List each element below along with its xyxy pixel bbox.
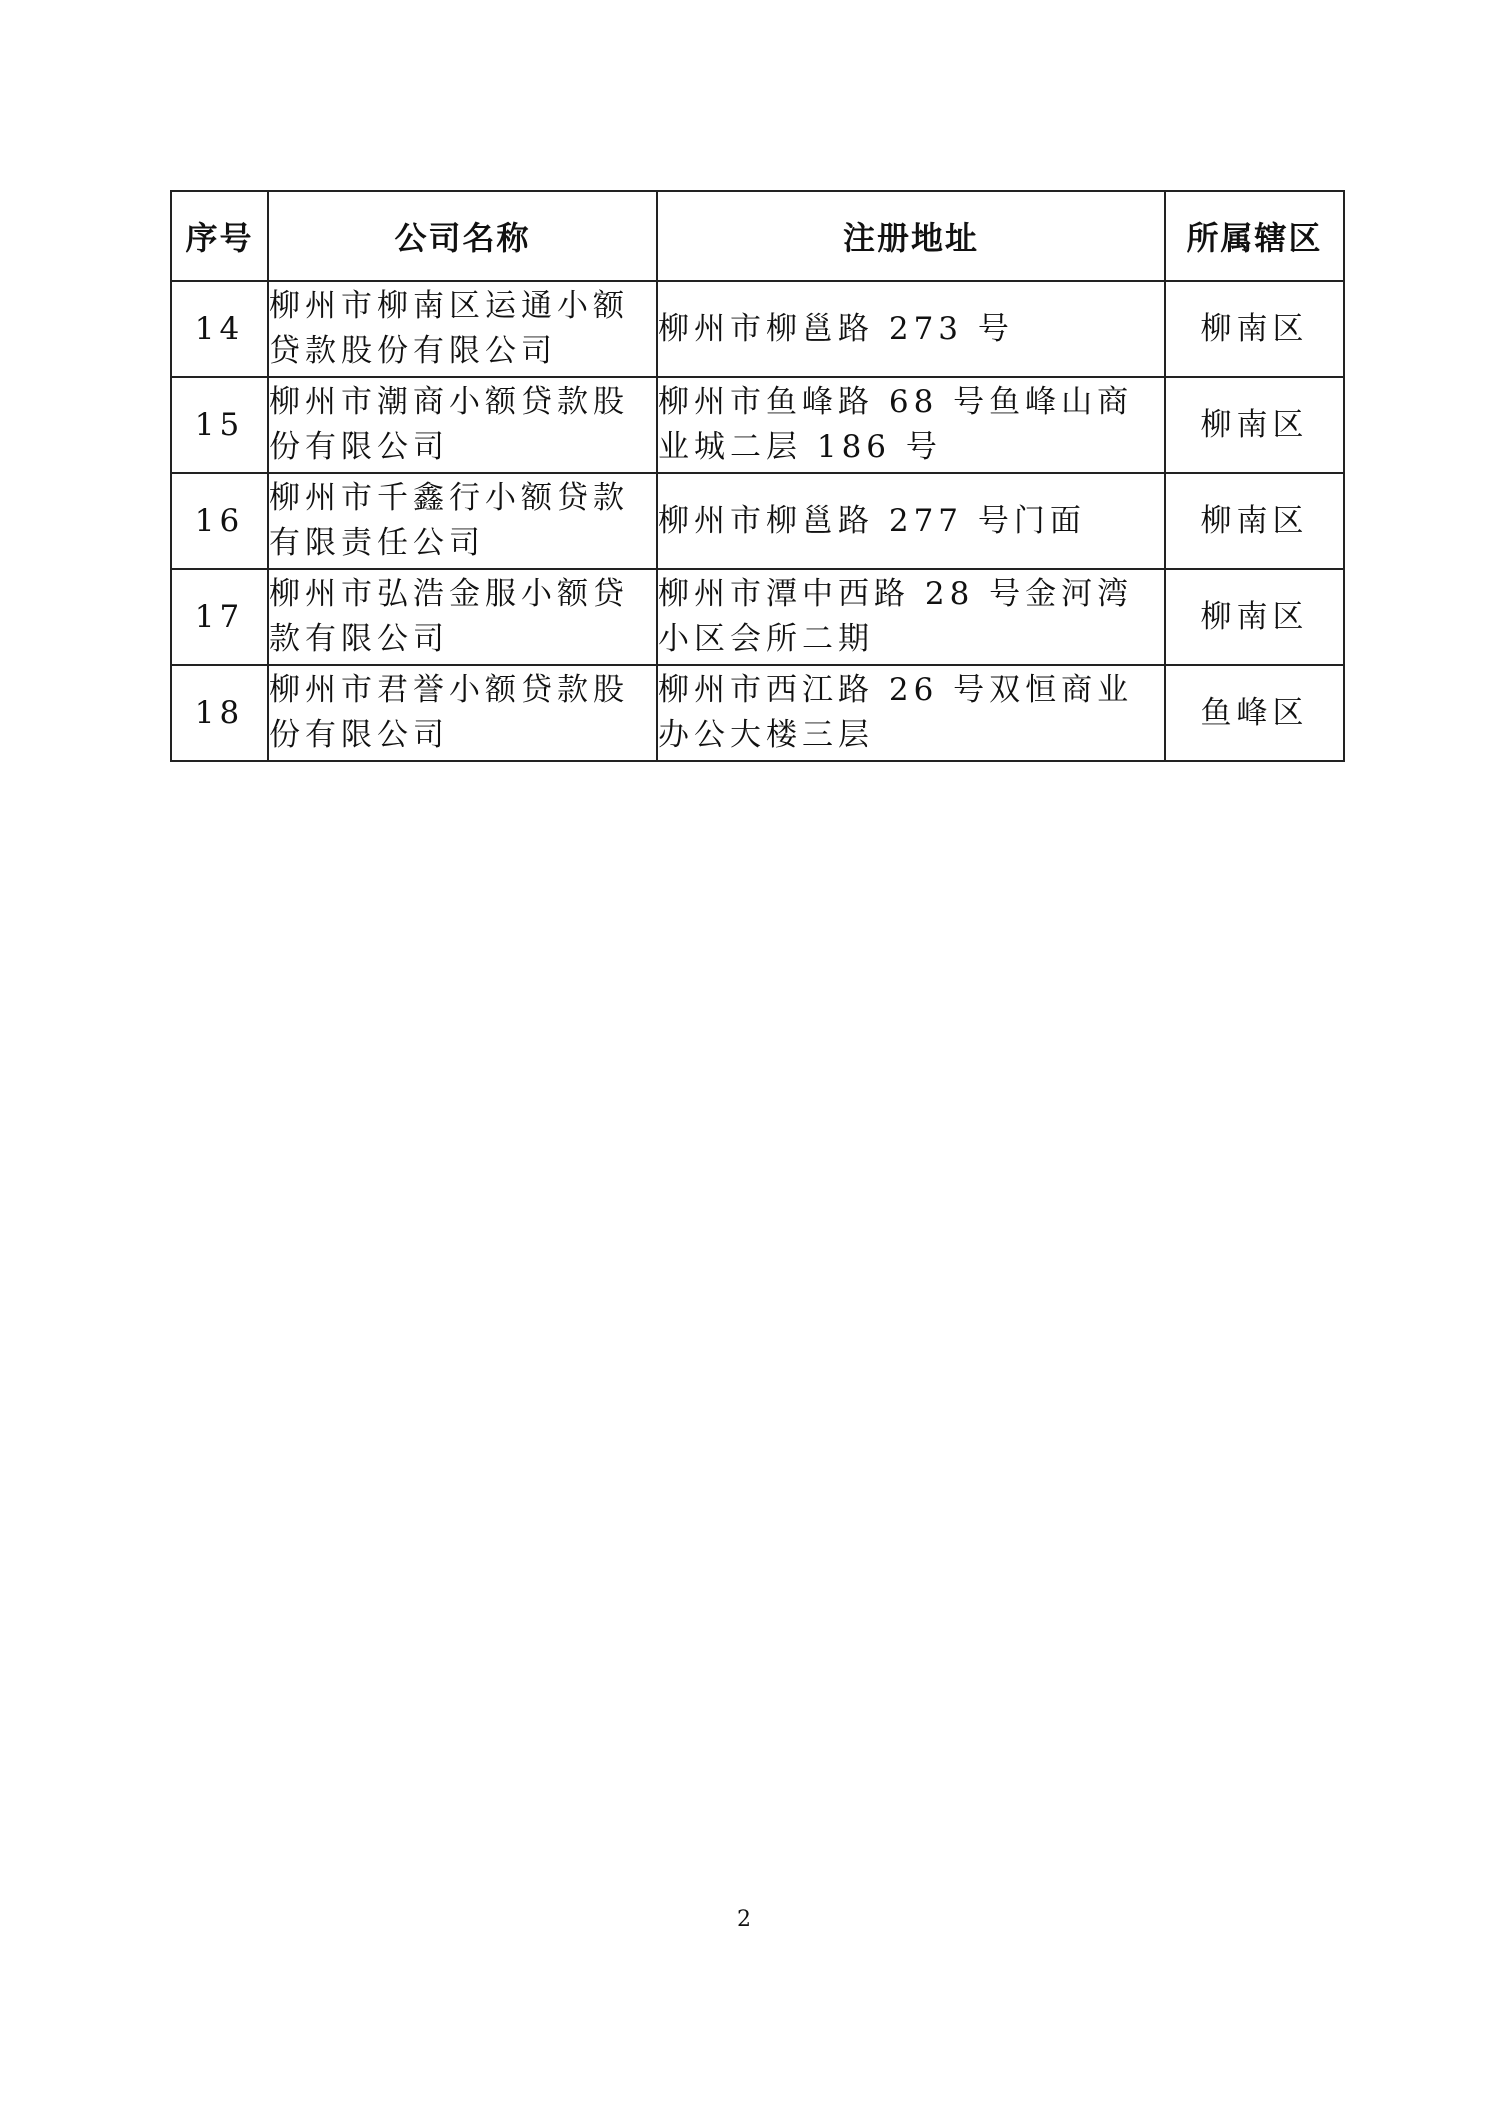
table-row xyxy=(171,569,1344,665)
company-table xyxy=(170,190,1345,762)
cell-serial-number: 14 xyxy=(171,281,268,377)
cell-district: 柳南区 xyxy=(1165,569,1344,665)
cell-serial-number: 18 xyxy=(171,665,268,761)
cell-registered-address: 柳州市柳邕路 273 号 xyxy=(657,281,1165,377)
table-row xyxy=(171,665,1344,761)
cell-company-name: 柳州市弘浩金服小额贷款有限公司 xyxy=(268,569,657,665)
cell-company-name: 柳州市千鑫行小额贷款有限责任公司 xyxy=(268,473,657,569)
cell-serial-number: 17 xyxy=(171,569,268,665)
table-header-row xyxy=(171,191,1344,281)
table-row xyxy=(171,377,1344,473)
header-registered-address: 注册地址 xyxy=(657,191,1165,281)
header-serial-number: 序号 xyxy=(171,191,268,281)
cell-serial-number: 16 xyxy=(171,473,268,569)
cell-registered-address: 柳州市潭中西路 28 号金河湾小区会所二期 xyxy=(657,569,1165,665)
cell-company-name: 柳州市君誉小额贷款股份有限公司 xyxy=(268,665,657,761)
cell-company-name: 柳州市潮商小额贷款股份有限公司 xyxy=(268,377,657,473)
cell-district: 柳南区 xyxy=(1165,281,1344,377)
header-district: 所属辖区 xyxy=(1165,191,1344,281)
cell-registered-address: 柳州市柳邕路 277 号门面 xyxy=(657,473,1165,569)
table-row xyxy=(171,473,1344,569)
page-number: 2 xyxy=(737,1907,751,1932)
cell-district: 柳南区 xyxy=(1165,473,1344,569)
cell-district: 鱼峰区 xyxy=(1165,665,1344,761)
cell-registered-address: 柳州市鱼峰路 68 号鱼峰山商业城二层 186 号 xyxy=(657,377,1165,473)
cell-company-name: 柳州市柳南区运通小额贷款股份有限公司 xyxy=(268,281,657,377)
header-company-name: 公司名称 xyxy=(268,191,657,281)
cell-serial-number: 15 xyxy=(171,377,268,473)
table-row xyxy=(171,281,1344,377)
cell-registered-address: 柳州市西江路 26 号双恒商业办公大楼三层 xyxy=(657,665,1165,761)
cell-district: 柳南区 xyxy=(1165,377,1344,473)
